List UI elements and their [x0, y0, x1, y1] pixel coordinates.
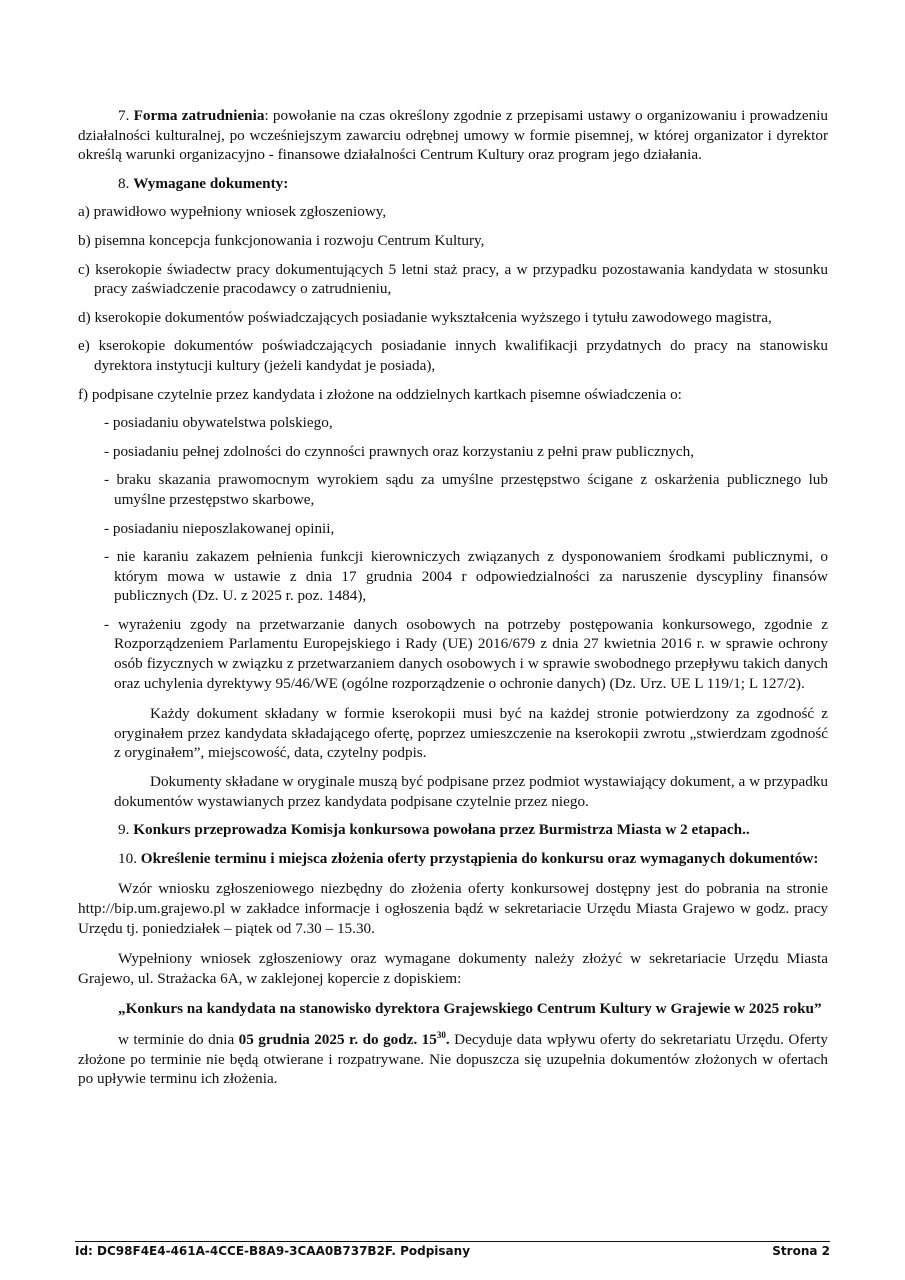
section-9-text: Konkurs przeprowadza Komisja konkursowa powołana przez Burmistrza Miasta w 2 etapach.. — [133, 821, 750, 839]
item-marker: f) — [78, 385, 89, 403]
section-10-heading-text: Określenie terminu i miejsca złożenia oferty przystąpienia do konkursu oraz wymaganych dokumentów: — [140, 849, 819, 867]
note-originals: Dokumenty składane w oryginale muszą być podpisane przez podmiot wystawiający dokument, a w przypadku dokumentów wystawianych przez kandydata podpisane czytelnie przez niego. — [114, 773, 828, 810]
item-marker: e) — [78, 337, 90, 355]
item-marker: d) — [78, 308, 91, 326]
note-copies: Każdy dokument składany w formie kserokopii musi być na każdej stronie potwierdzony za zgodność z oryginałem przez kandydata składającego ofertę, poprzez umieszczenie na kserokopii zwrotu „stwierdzam zgodność z oryginałem”, miejscowość, data, czytelny podpis. — [114, 705, 828, 762]
item-text: kserokopie dokumentów poświadczających posiadanie innych kwalifikacji przydatnych do pracy na stanowisku dyrektora instytucji kultury (jeżeli kandydat je posiada), — [94, 337, 829, 374]
doc-item-f — [78, 385, 828, 405]
declaration-item: - wyrażeniu zgody na przetwarzanie danych osobowych na potrzeby postępowania konkursowego, zgodnie z Rozporządzeniem Parlamentu Europejskiego i Rady (UE) 2016/679 z dnia 27 kwietnia 2016 r. w sprawie ochrony osób fizycznych w związku z przetwarzaniem danych osobowych i w sprawie swobodnego przepływu takich danych oraz uchylenia dyrektywy 95/46/WE (ogólne rozporządzenie o ochronie danych) (Dz. Urz. UE L 119/1; L 127/2). — [104, 615, 828, 692]
footer — [75, 1244, 830, 1258]
item-marker: a) — [78, 203, 90, 221]
section-9 — [78, 820, 828, 840]
deadline-date-text: 05 grudnia 2025 r. do godz. 15 — [238, 1030, 437, 1048]
section-7-text-rest: o organizowaniu i prowadzeniu działalności kulturalnej, po wcześniejszym zawarciu odrębnej umowy w formie pisemnej, w której organizator i dyrektor określą warunki organizacyjno - finansowe działalności Centrum Kultury oraz program jego działania. — [78, 107, 829, 164]
item-text: prawidłowo wypełniony wniosek zgłoszeniowy, — [93, 203, 387, 221]
deadline-rest: Decyduje data wpływu oferty do sekretariatu Urzędu. Oferty złożone po terminie nie będą otwierane i rozpatrywane. Nie dopuszcza się uzupełnia dokumentów złożonych w ofertach po upływie terminu ich złożenia. — [78, 1030, 828, 1088]
section-7-text-line1: : powołanie na czas określony zgodnie z przepisami ustawy — [264, 107, 631, 124]
section-8-heading — [78, 174, 828, 194]
section-10-heading — [78, 849, 828, 869]
section-7-number: 7. — [118, 107, 130, 124]
section-10-number: 10. — [118, 849, 137, 867]
envelope-title — [78, 999, 828, 1019]
declaration-item: - nie karaniu zakazem pełnienia funkcji kierowniczych związanych z dysponowaniem środkami publicznymi, o którym mowa w ustawie z dnia 17 grudnia 2004 r odpowiedzialności za naruszenie dyscypliny finansów publicznych (Dz. U. z 2025 r. poz. 1484), — [104, 548, 828, 605]
declaration-item: - posiadaniu nieposzlakowanej opinii, — [104, 519, 335, 537]
section-7-label: Forma zatrudnienia — [133, 107, 265, 124]
doc-item-d — [78, 308, 828, 328]
section-8-number: 8. — [118, 174, 130, 192]
declaration-item: - posiadaniu pełnej zdolności do czynności prawnych oraz korzystaniu z pełni praw publicznych, — [104, 442, 695, 460]
deadline-prefix: w terminie do dnia — [118, 1030, 239, 1048]
deadline-date — [239, 1031, 450, 1048]
section-10-para-submit: Wypełniony wniosek zgłoszeniowy oraz wymagane dokumenty należy złożyć w sekretariacie Urzędu Miasta Grajewo, ul. Strażacka 6A, w zaklejonej kopercie z dopiskiem: — [78, 950, 828, 987]
item-text: kserokopie świadectw pracy dokumentujących 5 letni staż pracy, a w przypadku pozostawania kandydata w stosunku pracy zaświadczenie pracodawcy o zatrudnieniu, — [94, 260, 828, 298]
item-marker: b) — [78, 231, 91, 249]
footer-divider — [75, 1241, 830, 1242]
doc-item-b — [78, 231, 828, 251]
item-text: podpisane czytelnie przez kandydata i złożone na oddzielnych kartkach pisemne oświadczenia o: — [91, 385, 682, 403]
deadline-paragraph — [78, 1030, 828, 1089]
declaration-item: - posiadaniu obywatelstwa polskiego, — [104, 414, 333, 432]
deadline-dot: . — [445, 1030, 450, 1048]
section-10-para-form: Wzór wniosku zgłoszeniowego niezbędny do złożenia oferty konkursowej dostępny jest do pobrania na stronie http://bip.um.grajewo.pl w zakładce informacje i ogłoszenia bądź w sekretariacie Urzędu Miasta Grajewo w godz. pracy Urzędu tj. poniedziałek – piątek od 7.30 – 15.30. — [78, 880, 828, 937]
item-text: pisemna koncepcja funkcjonowania i rozwoju Centrum Kultury, — [94, 231, 485, 249]
doc-item-e — [78, 336, 828, 375]
doc-item-c — [78, 260, 828, 299]
page-number: Strona 2 — [772, 1244, 830, 1258]
declaration-item: - braku skazania prawomocnym wyrokiem sądu za umyślne przestępstwo ścigane z oskarżenia publicznego lub umyślne przestępstwo skarbowe, — [104, 471, 828, 508]
section-7 — [78, 106, 828, 165]
item-marker: c) — [78, 260, 90, 278]
document-id: Id: DC98F4E4-461A-4CCE-B8A9-3CAA0B737B2F. Podpisany — [75, 1244, 471, 1258]
deadline-minutes: 30 — [436, 1029, 446, 1040]
envelope-title-text: „Konkurs na kandydata na stanowisko dyrektora Grajewskiego Centrum Kultury w Grajewie w 2025 roku” — [118, 1000, 822, 1018]
item-text: kserokopie dokumentów poświadczających posiadanie wykształcenia wyższego i tytułu zawodowego magistra, — [94, 308, 772, 326]
section-8-label: Wymagane dokumenty: — [133, 174, 289, 192]
document-page — [78, 106, 828, 1089]
section-9-number: 9. — [118, 821, 130, 839]
doc-item-a — [78, 202, 828, 222]
